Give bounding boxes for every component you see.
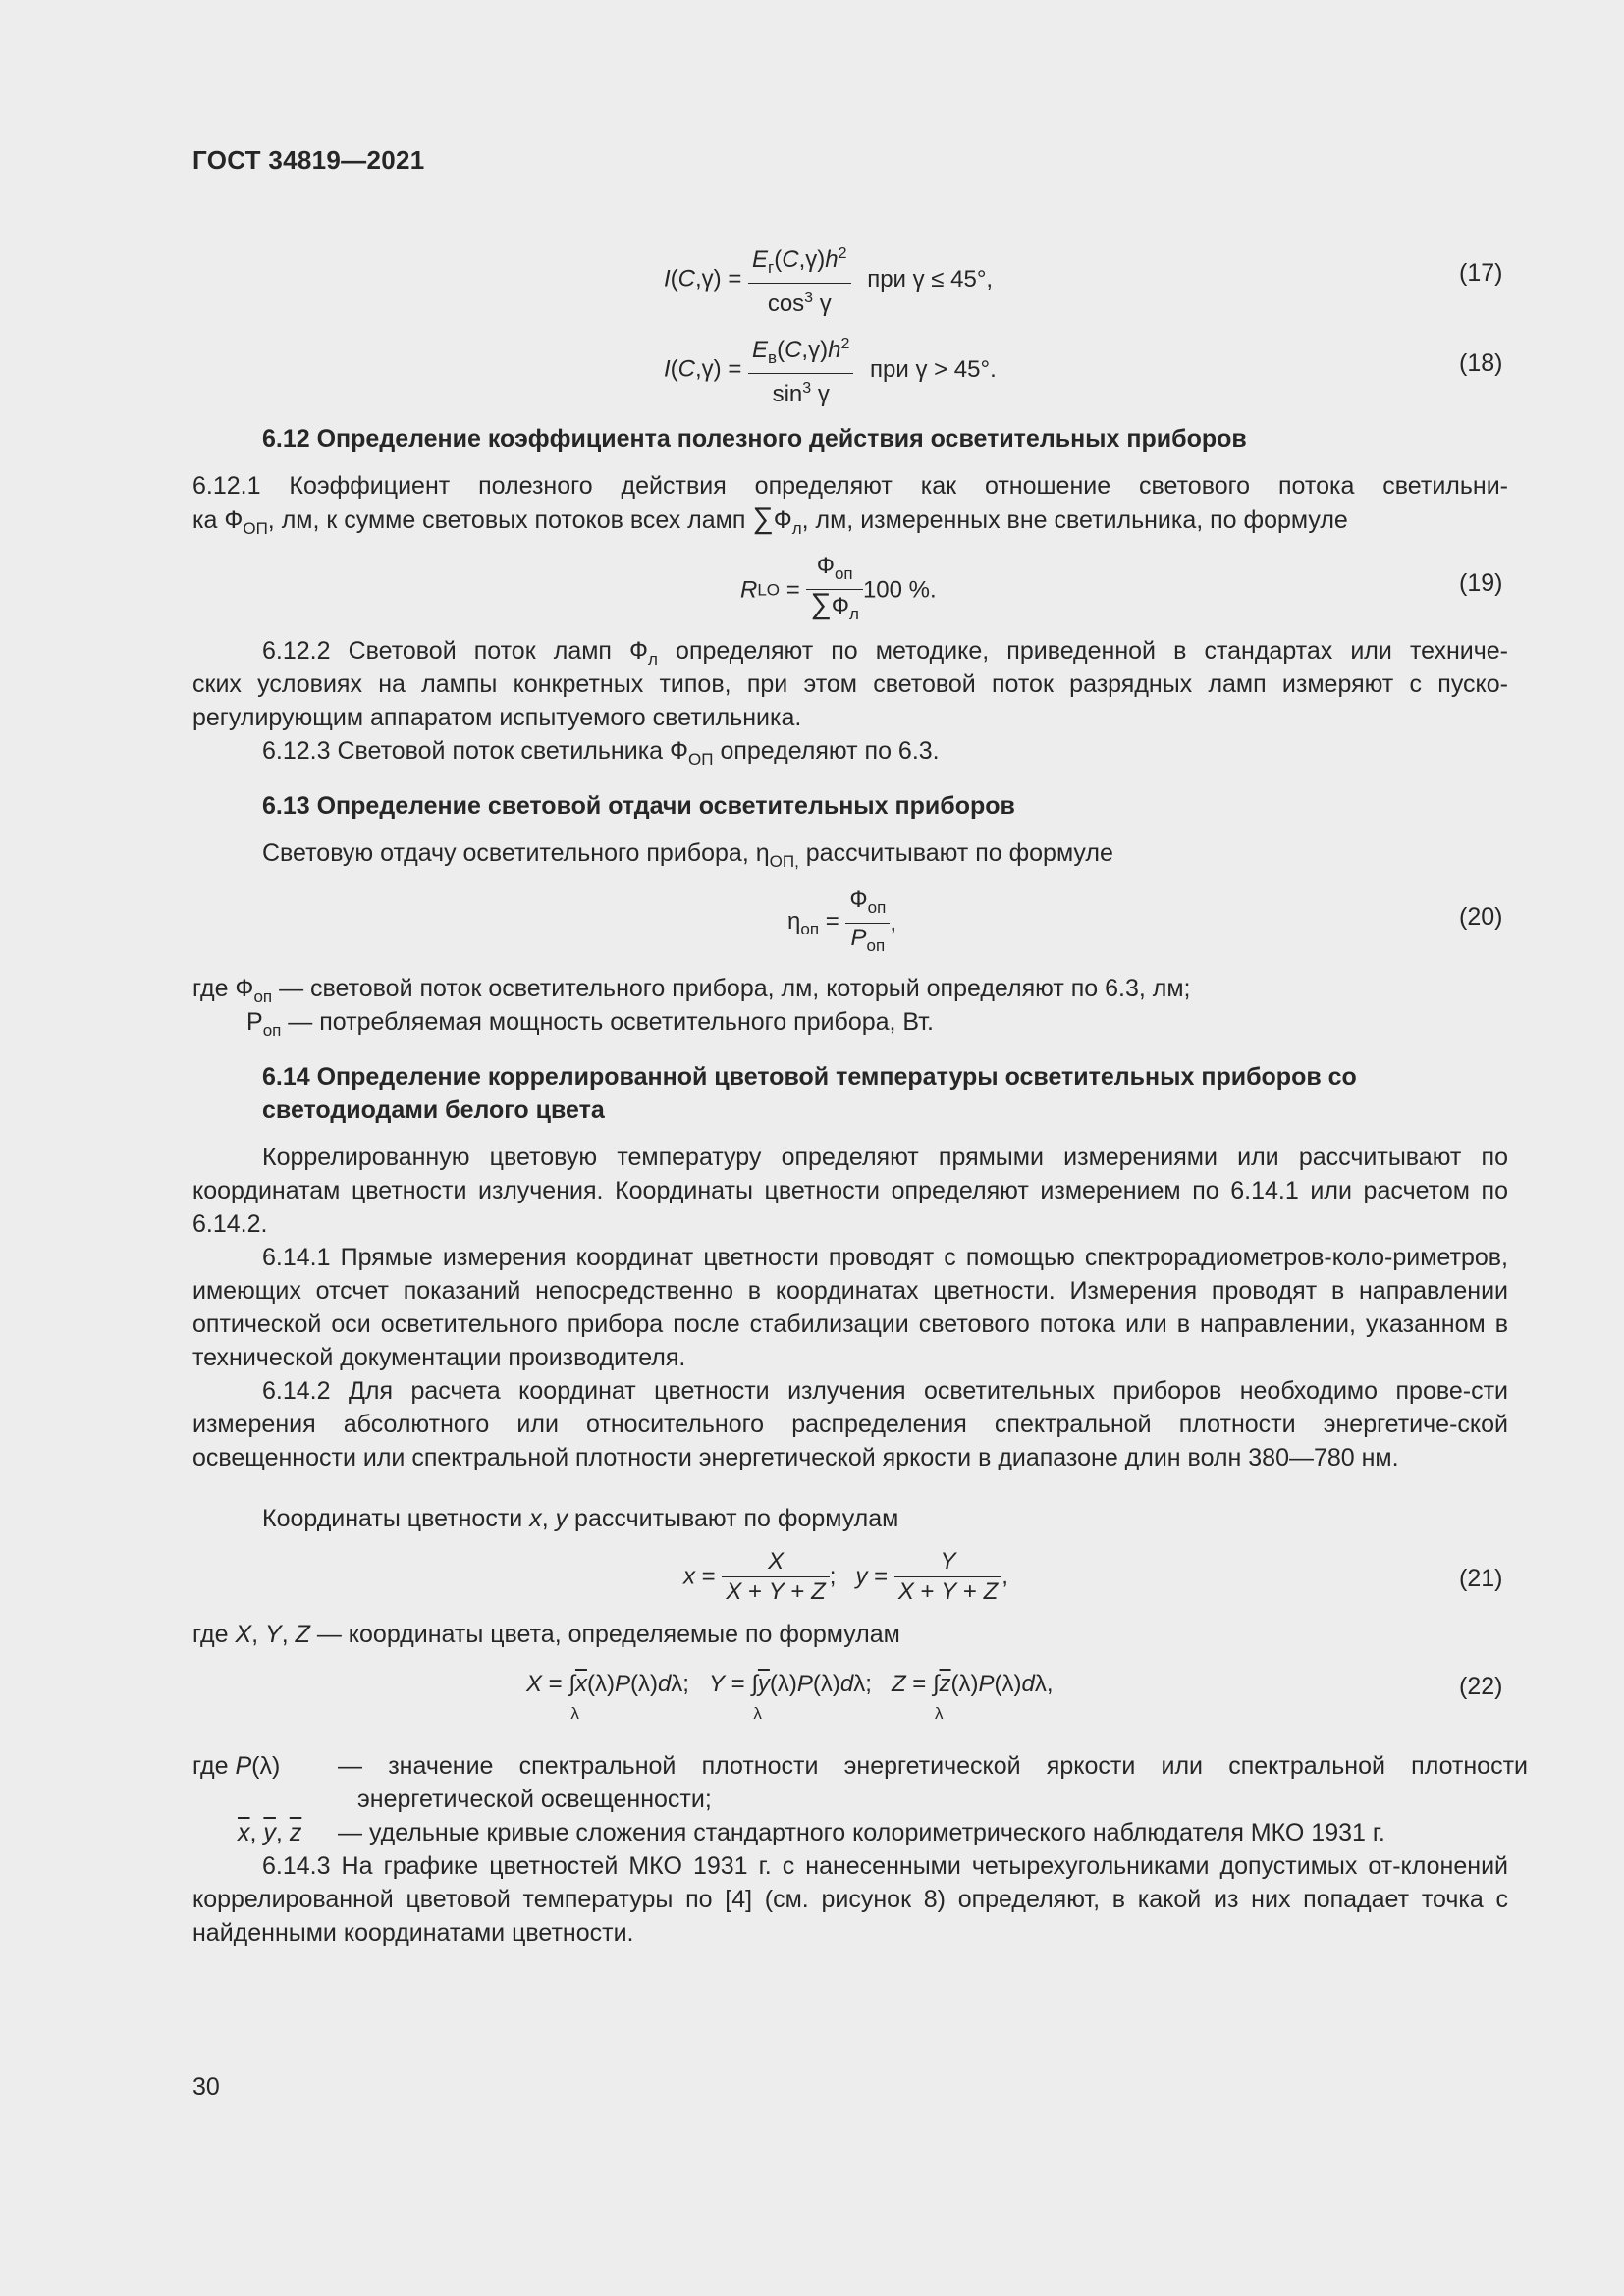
- equation-number: (22): [1459, 1673, 1503, 1700]
- formula-17: I(C,γ) = $\frac{E_г(C,\gamma)h^2}{\cos^3 \gamma}$ при γ ≤ 45°,: [664, 240, 993, 319]
- section-heading-6-13: 6.13 Определение световой отдачи осветительных приборов: [262, 792, 1015, 820]
- paragraph-6-12-1-line-2: ка $Ф_{ОП}$, лм, к сумме световых потоков всех ламп $\sum Ф_л$, лм, измеренных вне светильника, по формуле: [192, 503, 1348, 538]
- paragraph-6-13: Световую отдачу осветительного прибора, $\eta_{ОП,}$ рассчитывают по формуле: [262, 839, 1113, 871]
- formula-18: I(C,γ) = $\frac{E_в(C,\gamma)h^2}{\sin^3 \gamma}$ при γ > 45°.: [664, 330, 997, 409]
- where-clause-20-2: $P_{оп}$ — потребляемая мощность осветительного прибора, Вт.: [246, 1008, 934, 1040]
- equation-number: (21): [1459, 1565, 1503, 1592]
- paragraph-6-12-3: 6.12.3 Световой поток светильника $Ф_{ОП}$ определяют по 6.3.: [262, 737, 940, 769]
- where-clause-22-1-def: — значение спектральной плотности энергетической яркости или спектральной плотности энергетической освещенности;: [338, 1752, 1528, 1813]
- paragraph-6-14-2: 6.14.2 Для расчета координат цветности излучения осветительных приборов необходимо прове-сти измерения абсолютного или относительного распределения спектральной плотности энергетиче-ской освещенности или спектральной плотности энергетической яркости в диапазоне длин волн 380—780 нм.: [192, 1377, 1508, 1471]
- section-heading-6-12: 6.12 Определение коэффициента полезного действия осветительных приборов: [262, 425, 1247, 453]
- section-heading-6-14-line-2: светодиодами белого цвета: [262, 1096, 605, 1124]
- equation-number: (20): [1459, 903, 1503, 931]
- where-clause-22-2-term: $\overline{x}$, $\overline{y}$, $\overline{z}$: [238, 1819, 302, 1846]
- where-clause-22-2-def: — удельные кривые сложения стандартного колориметрического наблюдателя МКО 1931 г.: [338, 1819, 1385, 1846]
- where-clause-22-1-term: где P(λ): [192, 1752, 281, 1780]
- where-clause-20-1: где $Ф_{оп}$ — световой поток осветительного прибора, лм, который определяют по 6.3, лм;: [192, 975, 1191, 1006]
- formula-20: $\eta_{оп}$ = $\frac{Ф_{оп}}{P_{оп}}$ ,: [787, 886, 896, 955]
- section-heading-6-14-line-1: 6.14 Определение коррелированной цветовой температуры осветительных приборов со: [262, 1063, 1357, 1091]
- paragraph-6-14-1: 6.14.1 Прямые измерения координат цветности проводят с помощью спектрорадиометров-коло-риметров, имеющих отсчет показаний непосредственно в координатах цветности. Измерения проводят в направлении оптической оси осветительного прибора после стабилизации светового потока или в направлении, указанном в технической документации производителя.: [192, 1244, 1508, 1371]
- formula-19: RLO = $\frac{Ф_{оп}}{\sum Ф_л}$ 100 %.: [740, 553, 937, 623]
- page-number: 30: [192, 2073, 220, 2101]
- equation-number: (19): [1459, 569, 1503, 597]
- paragraph-6-12-1-line-1: 6.12.1 Коэффициент полезного действия определяют как отношение светового потока светильни-: [192, 472, 1508, 500]
- paragraph-where-21: где X, Y, Z — координаты цвета, определяемые по формулам: [192, 1621, 900, 1648]
- paragraph-6-12-2-line-3: регулирующим аппаратом испытуемого светильника.: [192, 704, 802, 731]
- paragraph-coordinates: Координаты цветности x, y рассчитывают по формулам: [262, 1505, 899, 1532]
- paragraph-6-12-2-line-2: ских условиях на лампы конкретных типов, при этом световой поток разрядных ламп измеряют с пуско-: [192, 670, 1508, 698]
- equation-number: (17): [1459, 259, 1503, 287]
- document-header: ГОСТ 34819—2021: [192, 145, 425, 175]
- formula-21: x = $\frac{X}{X + Y + Z}$ ; y = $\frac{Y}{X + Y + Z}$ ,: [683, 1548, 1008, 1605]
- formula-22: X = ∫ λ $\overline{x}(\lambda)P(\lambda)d\lambda$; Y = ∫ λ $\overline{y}(\lambda)P(\lambda)d\lambda$; Z = ∫ λ $\overline{z}(\lambda)P(\lambda)d\lambda$,: [526, 1671, 1054, 1723]
- paragraph-6-14-3: 6.14.3 На графике цветностей МКО 1931 г. с нанесенными четырехугольниками допустимых от-клонений коррелированной цветовой температуры по [4] (см. рисунок 8) определяют, в какой из них попадает точка с найденными координатами цветности.: [192, 1852, 1508, 1947]
- equation-number: (18): [1459, 349, 1503, 377]
- paragraph-6-12-2-line-1: 6.12.2 Световой поток ламп $Ф_л$ определяют по методике, приведенной в стандартах или техниче-: [262, 637, 1508, 668]
- paragraph-6-14: Коррелированную цветовую температуру определяют прямыми измерениями или рассчитывают по координатам цветности излучения. Координаты цветности определяют измерением по 6.14.1 или расчетом по 6.14.2.: [192, 1144, 1508, 1238]
